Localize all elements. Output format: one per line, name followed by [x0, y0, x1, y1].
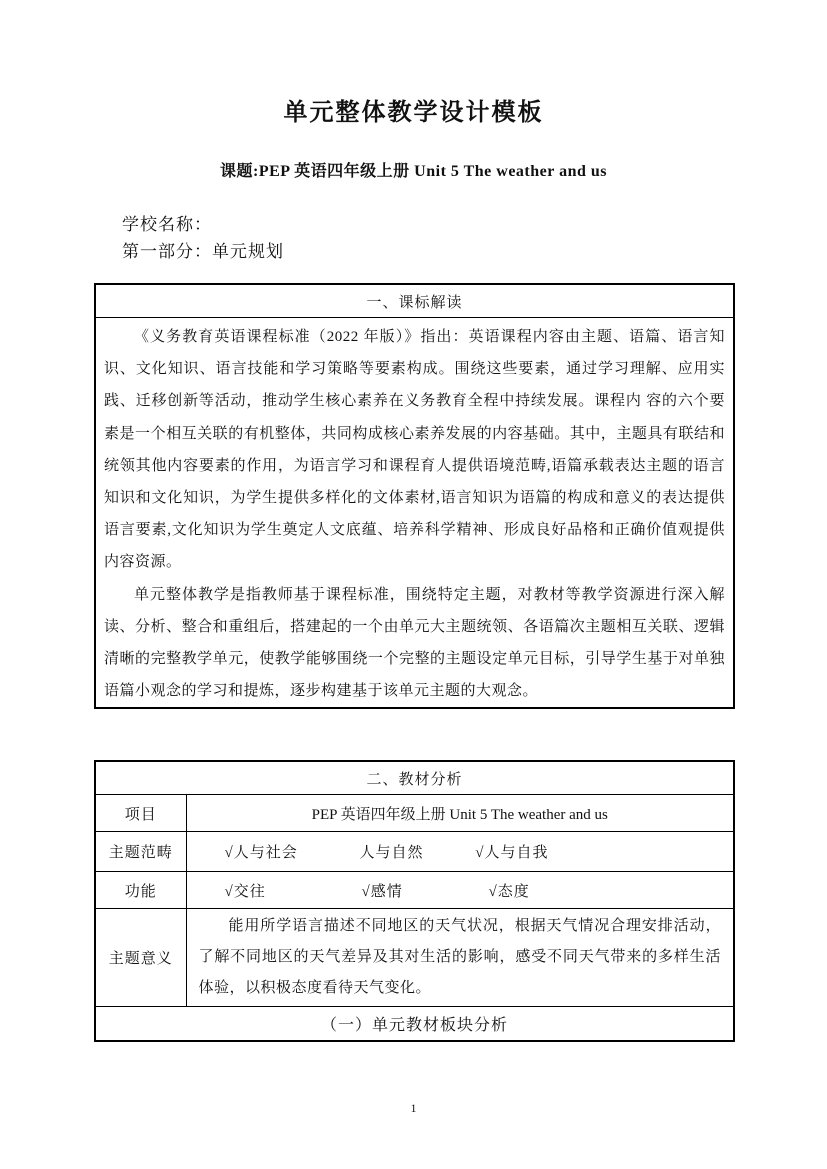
function-option-emotion: √感情	[361, 883, 403, 900]
part-one-label: 第一部分：单元规划	[122, 242, 284, 261]
standard-section-header: 一、课标解读	[95, 284, 734, 318]
standard-paragraph-2: 单元整体教学是指教师基于课程标准，围绕特定主题，对教材等教学资源进行深入解读、分析、整合和重组后，搭建起的一个由单元大主题统领、各语篇次主题相互关联、逻辑清晰的完整教学单元，使教学能够围绕一个完整的主题设定单元目标，引导学生基于对单独语篇小观念的学习和提炼，逐步构建基于该单元主题的大观念。	[104, 586, 725, 700]
meaning-paragraph: 能用所学语言描述不同地区的天气状况，根据天气情况合理安排活动，了解不同地区的天气差异及其对生活的影响，感受不同天气带来的多样生活体验，以积极态度看待天气变化。	[198, 918, 721, 996]
item-row-label: 项目	[95, 795, 186, 832]
document-title: 单元整体教学设计模板	[283, 99, 544, 126]
theme-option-self: √人与自我	[475, 845, 549, 861]
document-subtitle: 课题:PEP 英语四年级上册 Unit 5 The weather and us	[220, 163, 607, 180]
function-option-attitude: √态度	[488, 883, 530, 900]
standard-paragraph-1: 《义务教育英语课程标准（2022 年版）》指出：英语课程内容由主题、语篇、语言知识、文化知识、语言技能和学习策略等要素构成。围绕这些要素，通过学习理解、应用实践、迁移创新等活动，推动学生核心素养在义务教育全程中持续发展。课程内 容的六个要素是一个相互关联的有机整体，共同构成核心素养发展的内容基础。其中，主题具有联结和统领其他内容要素的作用，为语言学习和课程育人提供语境范畴,语篇承载表达主题的语言知识和文化知识，为学生提供多样化的文体素材,语言知识为语篇的构成和意义的表达提供语言要素,文化知识为学生奠定人文底蕴、培养科学精神、形成良好品格和正确价值观提供内容资源。	[104, 329, 725, 571]
material-subsection-header: （一）单元教材板块分析	[95, 1007, 734, 1042]
table-row	[95, 1007, 734, 1042]
table-row	[95, 318, 734, 709]
function-option-communication: √交往	[224, 883, 266, 900]
theme-options-cell	[186, 832, 734, 872]
table-row	[95, 872, 734, 909]
school-name-label: 学校名称：	[122, 215, 212, 234]
table-row	[95, 761, 734, 795]
theme-option-nature: 人与自然	[359, 845, 424, 861]
item-row-value: PEP 英语四年级上册 Unit 5 The weather and us	[186, 795, 734, 832]
table-row	[95, 795, 734, 832]
material-analysis-table	[94, 760, 735, 1042]
theme-row-label: 主题范畴	[95, 832, 186, 872]
page-number: 1	[410, 1101, 417, 1115]
table-row	[95, 909, 734, 1007]
table-row	[95, 284, 734, 318]
table-row	[95, 832, 734, 872]
material-section-header: 二、教材分析	[95, 761, 734, 795]
theme-option-society: √人与社会	[224, 845, 298, 861]
standard-section-body	[95, 318, 734, 709]
meaning-row-label: 主题意义	[95, 909, 186, 1007]
function-options-cell	[186, 872, 734, 909]
function-row-label: 功能	[95, 872, 186, 909]
meaning-row-value	[186, 909, 734, 1007]
curriculum-standard-table	[94, 283, 735, 709]
